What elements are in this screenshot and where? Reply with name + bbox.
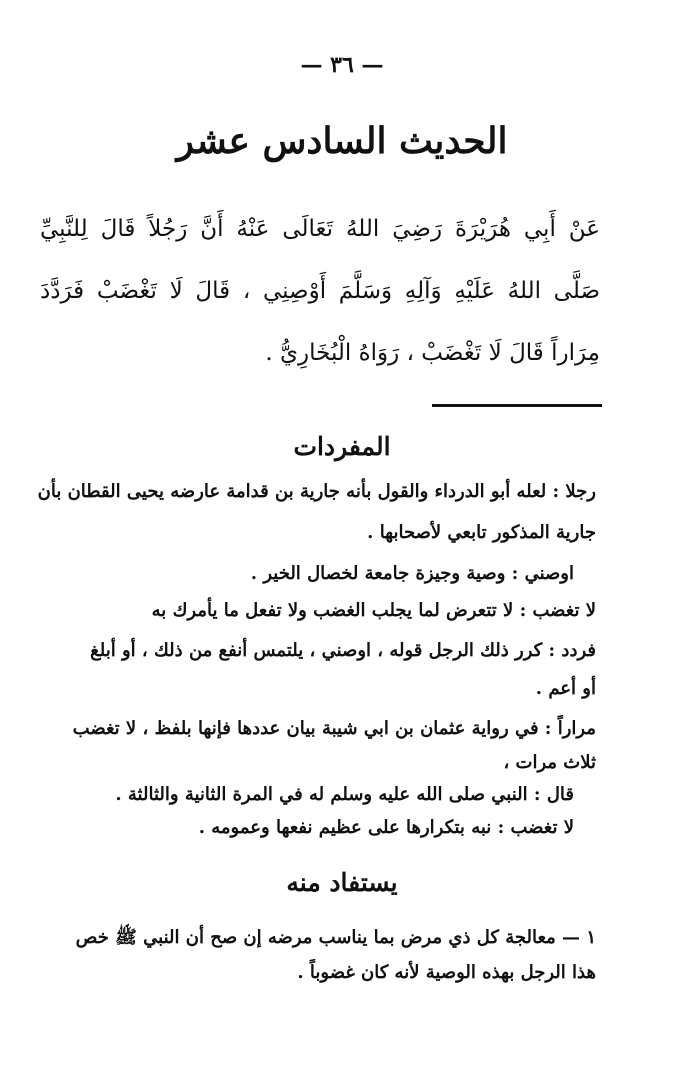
benefits-heading: يستفاد منه [286, 868, 398, 897]
vocab-line: لا تغضب : لا تتعرض لما يجلب الغضب ولا تفعل ما يأمرك به [151, 600, 596, 621]
vocab-line: اوصني : وصية وجيزة جامعة لخصال الخير . [250, 563, 574, 584]
vocab-line: قال : النبي صلى الله عليه وسلم له في المرة الثانية والثالثة . [115, 784, 574, 805]
vocab-line: مراراً : في رواية عثمان بن ابي شيبة بيان عددها فإنها بلفظ ، لا تغضب [72, 718, 596, 739]
hadith-title: الحديث السادس عشر [176, 120, 508, 162]
hadith-line: صَلَّى اللهُ عَلَيْهِ وَآلِهِ وَسَلَّمَ أَوْصِنِي ، قَالَ لَا تَغْضَبْ فَرَدَّدَ [40, 278, 600, 304]
vocab-line: لا تغضب : نبه بتكرارها على عظيم نفعها وعمومه . [198, 817, 574, 838]
vocab-line: ثلاث مرات ، [503, 752, 596, 773]
section-divider [432, 404, 602, 407]
vocabulary-heading: المفردات [293, 432, 391, 461]
page-number: — ٣٦ — [300, 52, 384, 78]
benefit-line: ١ — معالجة كل ذي مرض بما يناسب مرضه إن صح أن النبي ﷺ خص [75, 927, 596, 948]
hadith-line: مِرَاراً قَالَ لَا تَغْضَبْ ، رَوَاهُ الْبُخَارِيُّ . [265, 340, 600, 366]
vocab-line: أو أعم . [535, 678, 596, 699]
hadith-line: عَنْ أَبِي هُرَيْرَةَ رَضِيَ اللهُ تَعَالَى عَنْهُ أَنَّ رَجُلاً قَالَ لِلنَّبِيِّ [40, 216, 600, 242]
benefit-line: هذا الرجل بهذه الوصية لأنه كان غضوباً . [297, 962, 596, 983]
vocab-line: فردد : كرر ذلك الرجل قوله ، اوصني ، يلتمس أنفع من ذلك ، أو أبلغ [90, 640, 596, 661]
hadith-text [40, 198, 600, 384]
vocab-line: رجلا : لعله أبو الدرداء والقول بأنه جارية بن قدامة عارضه يحيى القطان بأن [37, 481, 596, 502]
vocab-line: جارية المذكور تابعي لأصحابها . [367, 522, 596, 543]
